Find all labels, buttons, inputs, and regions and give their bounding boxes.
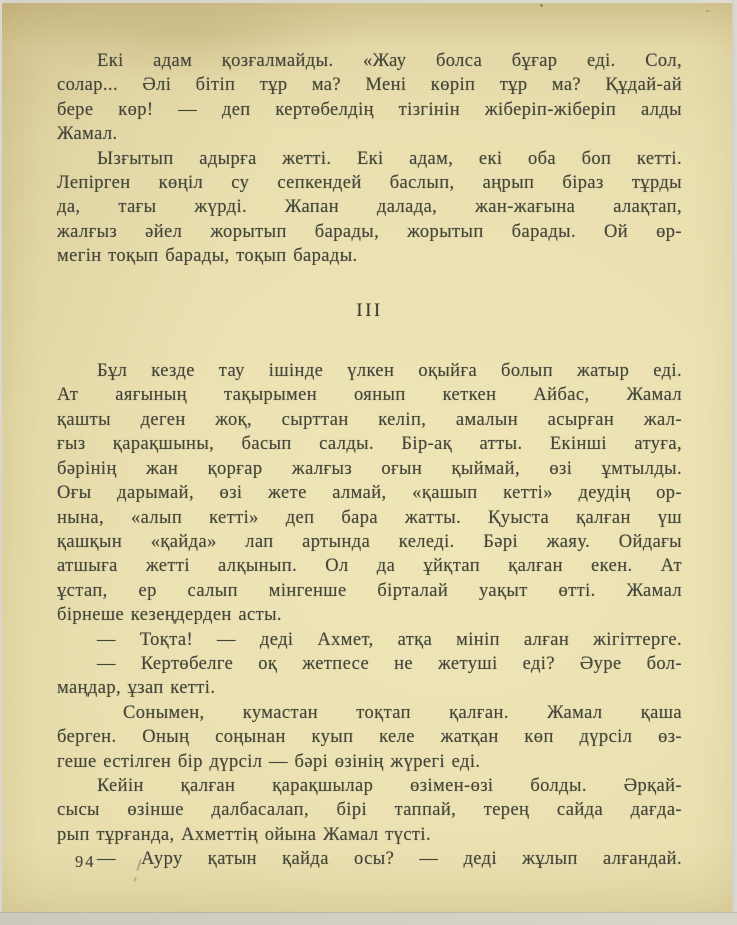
text-line: Оғы дарымай, өзі жете алмай, «қашып кетті» деудің ор- [57, 483, 682, 504]
text-line: — Тоқта! — деді Ахмет, атқа мініп алған жігіттерге. [97, 629, 682, 650]
text-line: Лепірген көңіл су сепкендей баслып, аңрып біраз тұрды [57, 173, 682, 194]
page-edge-bottom [0, 912, 737, 925]
text-line: атшыға жетті алқынып. Ол да ұйқтап қалған екен. Ат [57, 556, 682, 577]
paragraph [57, 652, 682, 701]
text-line: солар... Әлі бітіп тұр ма? Мені көріп тұр ма? Құдай-ай [57, 75, 682, 96]
text-line: Екі адам қозғалмайды. «Жау болса бұғар еді. Сол, [97, 51, 682, 71]
text-content [57, 49, 682, 872]
text-line: ұстап, ер салып мінгенше бірталай уақыт өтті. Жамал [57, 580, 682, 601]
text-line: Ызғытып адырға жетті. Екі адам, екі оба боп кетті. [97, 148, 682, 169]
page-edge-top [0, 0, 737, 3]
text-line: қашты деген жоқ, сырттан келіп, амалын асырған жал- [57, 409, 682, 430]
paragraph [57, 701, 682, 774]
text-line: бере көр! — деп кертөбелдің тізгінін жіберіп-жіберіп алды [57, 99, 682, 120]
text-line: — Ауру қатын қайда осы? — деді жұлып алғандай. [97, 849, 682, 870]
text-line: Кейін қалған қарақшылар өзімен-өзі болды. Әрқай- [97, 775, 682, 796]
text-line: сысы өзінше далбасалап, бірі таппай, терең сайда дағда- [57, 800, 682, 821]
text-line: Ат аяғының тақырымен оянып кеткен Айбас, Жамал [57, 385, 682, 406]
text-line: бәрінің жан қорғар жалғыз оғын қыймай, өзі ұмтылды. [57, 458, 682, 479]
text-line: бірнеше кезеңдерден асты. [57, 605, 282, 626]
paragraph [57, 628, 682, 652]
text-line: Жамал. [57, 124, 118, 145]
section-heading: III [356, 299, 383, 321]
ink-smudge [133, 877, 137, 882]
text-line: геше естілген бір дүрсіл — бәрі өзінің жүрегі еді. [57, 751, 481, 772]
paragraph [57, 359, 682, 627]
page-number: 94 [75, 852, 96, 871]
text-line: да, тағы жүрді. Жапан далада, жан-жағына алақтап, [57, 197, 682, 218]
page-paper [2, 3, 732, 913]
paragraph [57, 147, 682, 269]
text-line: маңдар, ұзап кетті. [57, 678, 216, 699]
text-line: жалғыз әйел жорытып барады, жорытып барады. Ой өр- [57, 221, 682, 242]
text-line: мегін тоқып барады, тоқып барады. [57, 246, 358, 267]
text-line: Сонымен, кумастан тоқтап қалған. Жамал қаша [123, 702, 682, 723]
paragraph [57, 774, 682, 847]
text-line: нына, «алып кетті» деп бара жатты. Қуыста қалған үш [57, 507, 682, 528]
paragraph [57, 847, 682, 871]
text-line: берген. Оның соңынан куып келе жатқан көп дүрсіл өз- [57, 727, 682, 748]
text-line: — Кертөбелге оқ жетпесе не жетуші еді? Әуре бол- [97, 653, 682, 674]
text-line: рып тұрғанда, Ахметтің ойына Жамал түсті. [57, 824, 431, 845]
paragraph [57, 49, 682, 147]
text-line: қашқын «қайда» лап артында келеді. Бәрі жаяу. Ойдағы [57, 531, 682, 552]
page-edge-left [0, 0, 2, 925]
page-edge-right [732, 0, 737, 925]
paper-speck [540, 4, 543, 7]
text-line: ғыз қарақшыны, басып салды. Бір-ақ атты. Екінші атуға, [57, 434, 682, 455]
text-line: Бұл кезде тау ішінде үлкен оқыйға болып жатыр еді. [97, 361, 682, 382]
paper-speck [706, 10, 709, 12]
